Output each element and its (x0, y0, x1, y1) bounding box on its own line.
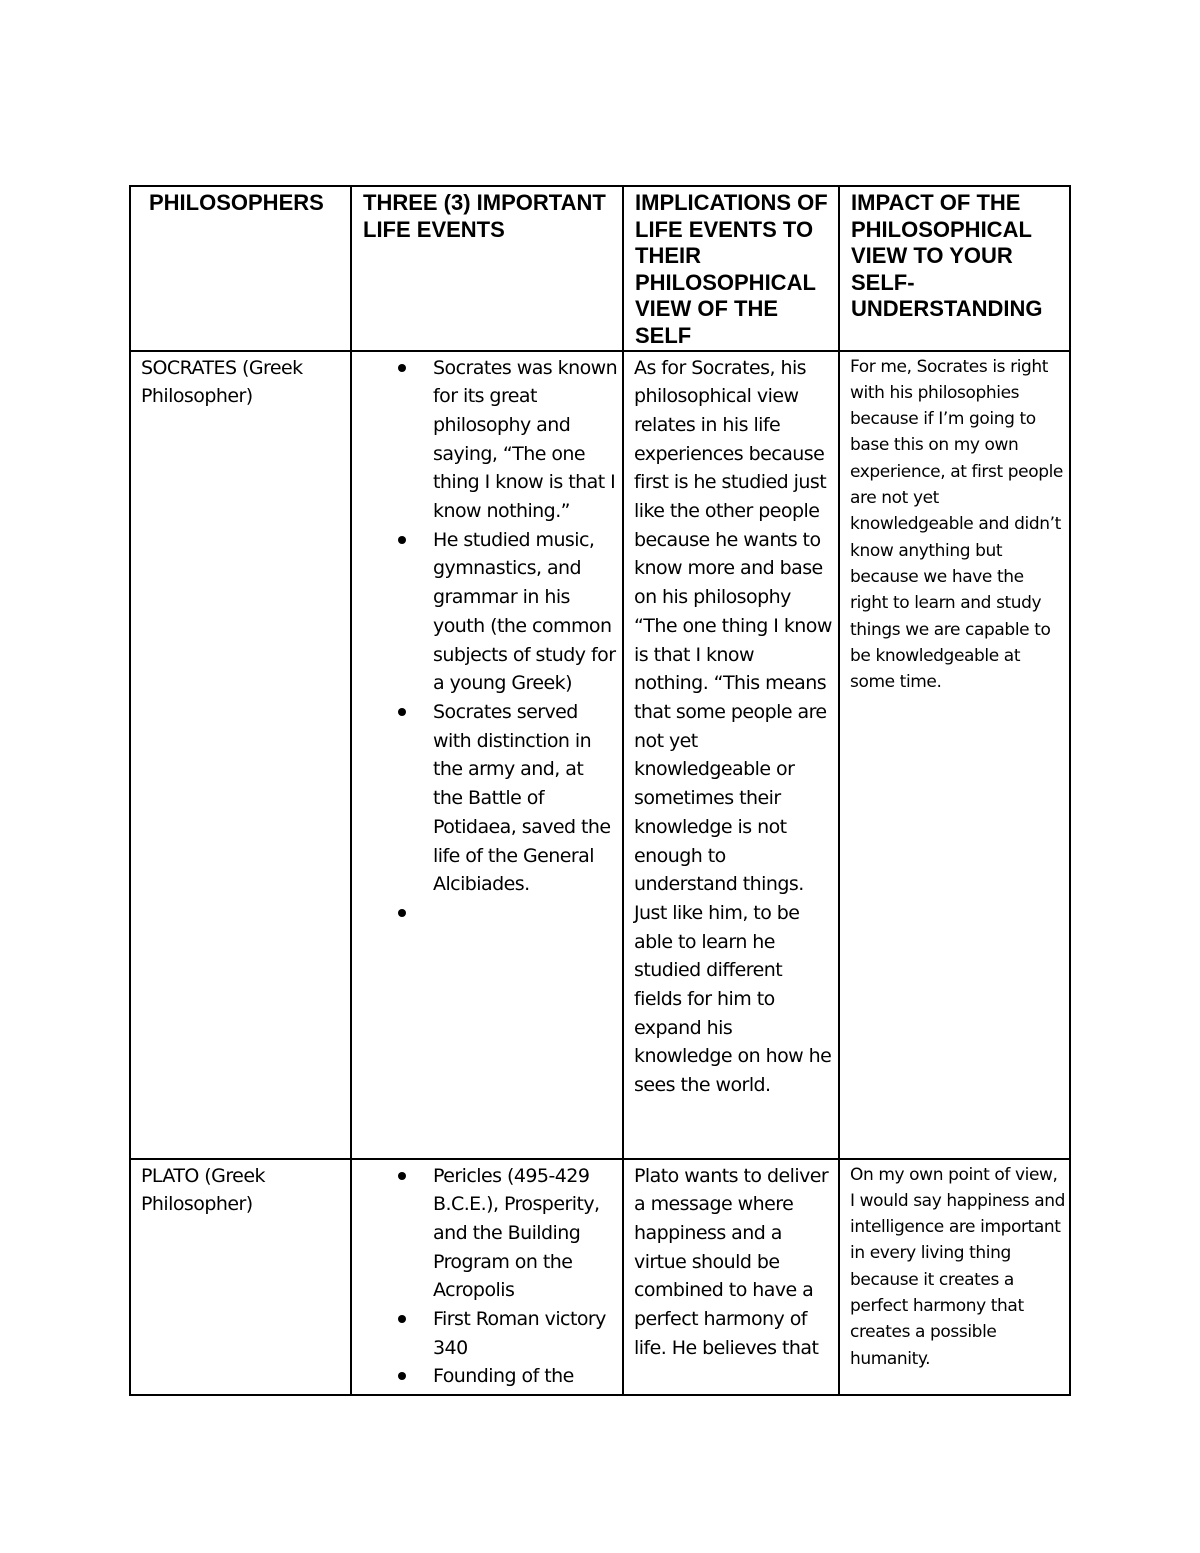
header-philosophers: PHILOSOPHERS (130, 186, 351, 351)
philosophers-table (129, 185, 1071, 1396)
impact-cell: On my own point of view, I would say happiness and intelligence are important in every living thing because it creates a perfect harmony that creates a possible humanity. (839, 1159, 1070, 1395)
events-cell (351, 1159, 623, 1395)
event-item: First Roman victory 340 (433, 1305, 618, 1362)
table-row (130, 351, 1070, 1159)
event-item: Pericles (495-429 B.C.E.), Prosperity, and the Building Program on the Acropolis (433, 1162, 618, 1306)
implications-cell: Plato wants to deliver a message where happiness and a virtue should be combined to have a perfect harmony of life. He believes that (623, 1159, 839, 1395)
event-item: Founding of the (433, 1362, 618, 1391)
events-cell (351, 351, 623, 1159)
philosopher-cell: PLATO (Greek Philosopher) (130, 1159, 351, 1395)
header-implications: IMPLICATIONS OF LIFE EVENTS TO THEIR PHILOSOPHICAL VIEW OF THE SELF (623, 186, 839, 351)
impact-cell: For me, Socrates is right with his philosophies because if I’m going to base this on my own experience, at first people are not yet knowledgeable and didn’t know anything but because we have the right to learn and study things we are capable to be knowledgeable at some time. (839, 351, 1070, 1159)
table-header-row (130, 186, 1070, 351)
philosopher-cell: SOCRATES (Greek Philosopher) (130, 351, 351, 1159)
header-life-events: THREE (3) IMPORTANT LIFE EVENTS (351, 186, 623, 351)
header-impact: IMPACT OF THE PHILOSOPHICAL VIEW TO YOUR SELF-UNDERSTANDING (839, 186, 1070, 351)
event-item: He studied music, gymnastics, and grammar in his youth (the common subjects of study for a young Greek) (433, 526, 618, 698)
event-item: Socrates was known for its great philosophy and saying, “The one thing I know is that I know nothing.” (433, 354, 618, 526)
events-list (352, 1160, 622, 1392)
event-item: Socrates served with distinction in the army and, at the Battle of Potidaea, saved the life of the General Alcibiades. (433, 698, 618, 899)
events-list (352, 352, 622, 928)
implications-cell: As for Socrates, his philosophical view relates in his life experiences because first is he studied just like the other people because he wants to know more and base on his philosophy “The one thing I know is that I know nothing. “This means that some people are not yet knowledgeable or sometimes their knowledge is not enough to understand things. Just like him, to be able to learn he studied different fields for him to expand his knowledge on how he sees the world. (623, 351, 839, 1159)
event-item (433, 899, 618, 928)
table-row (130, 1159, 1070, 1395)
